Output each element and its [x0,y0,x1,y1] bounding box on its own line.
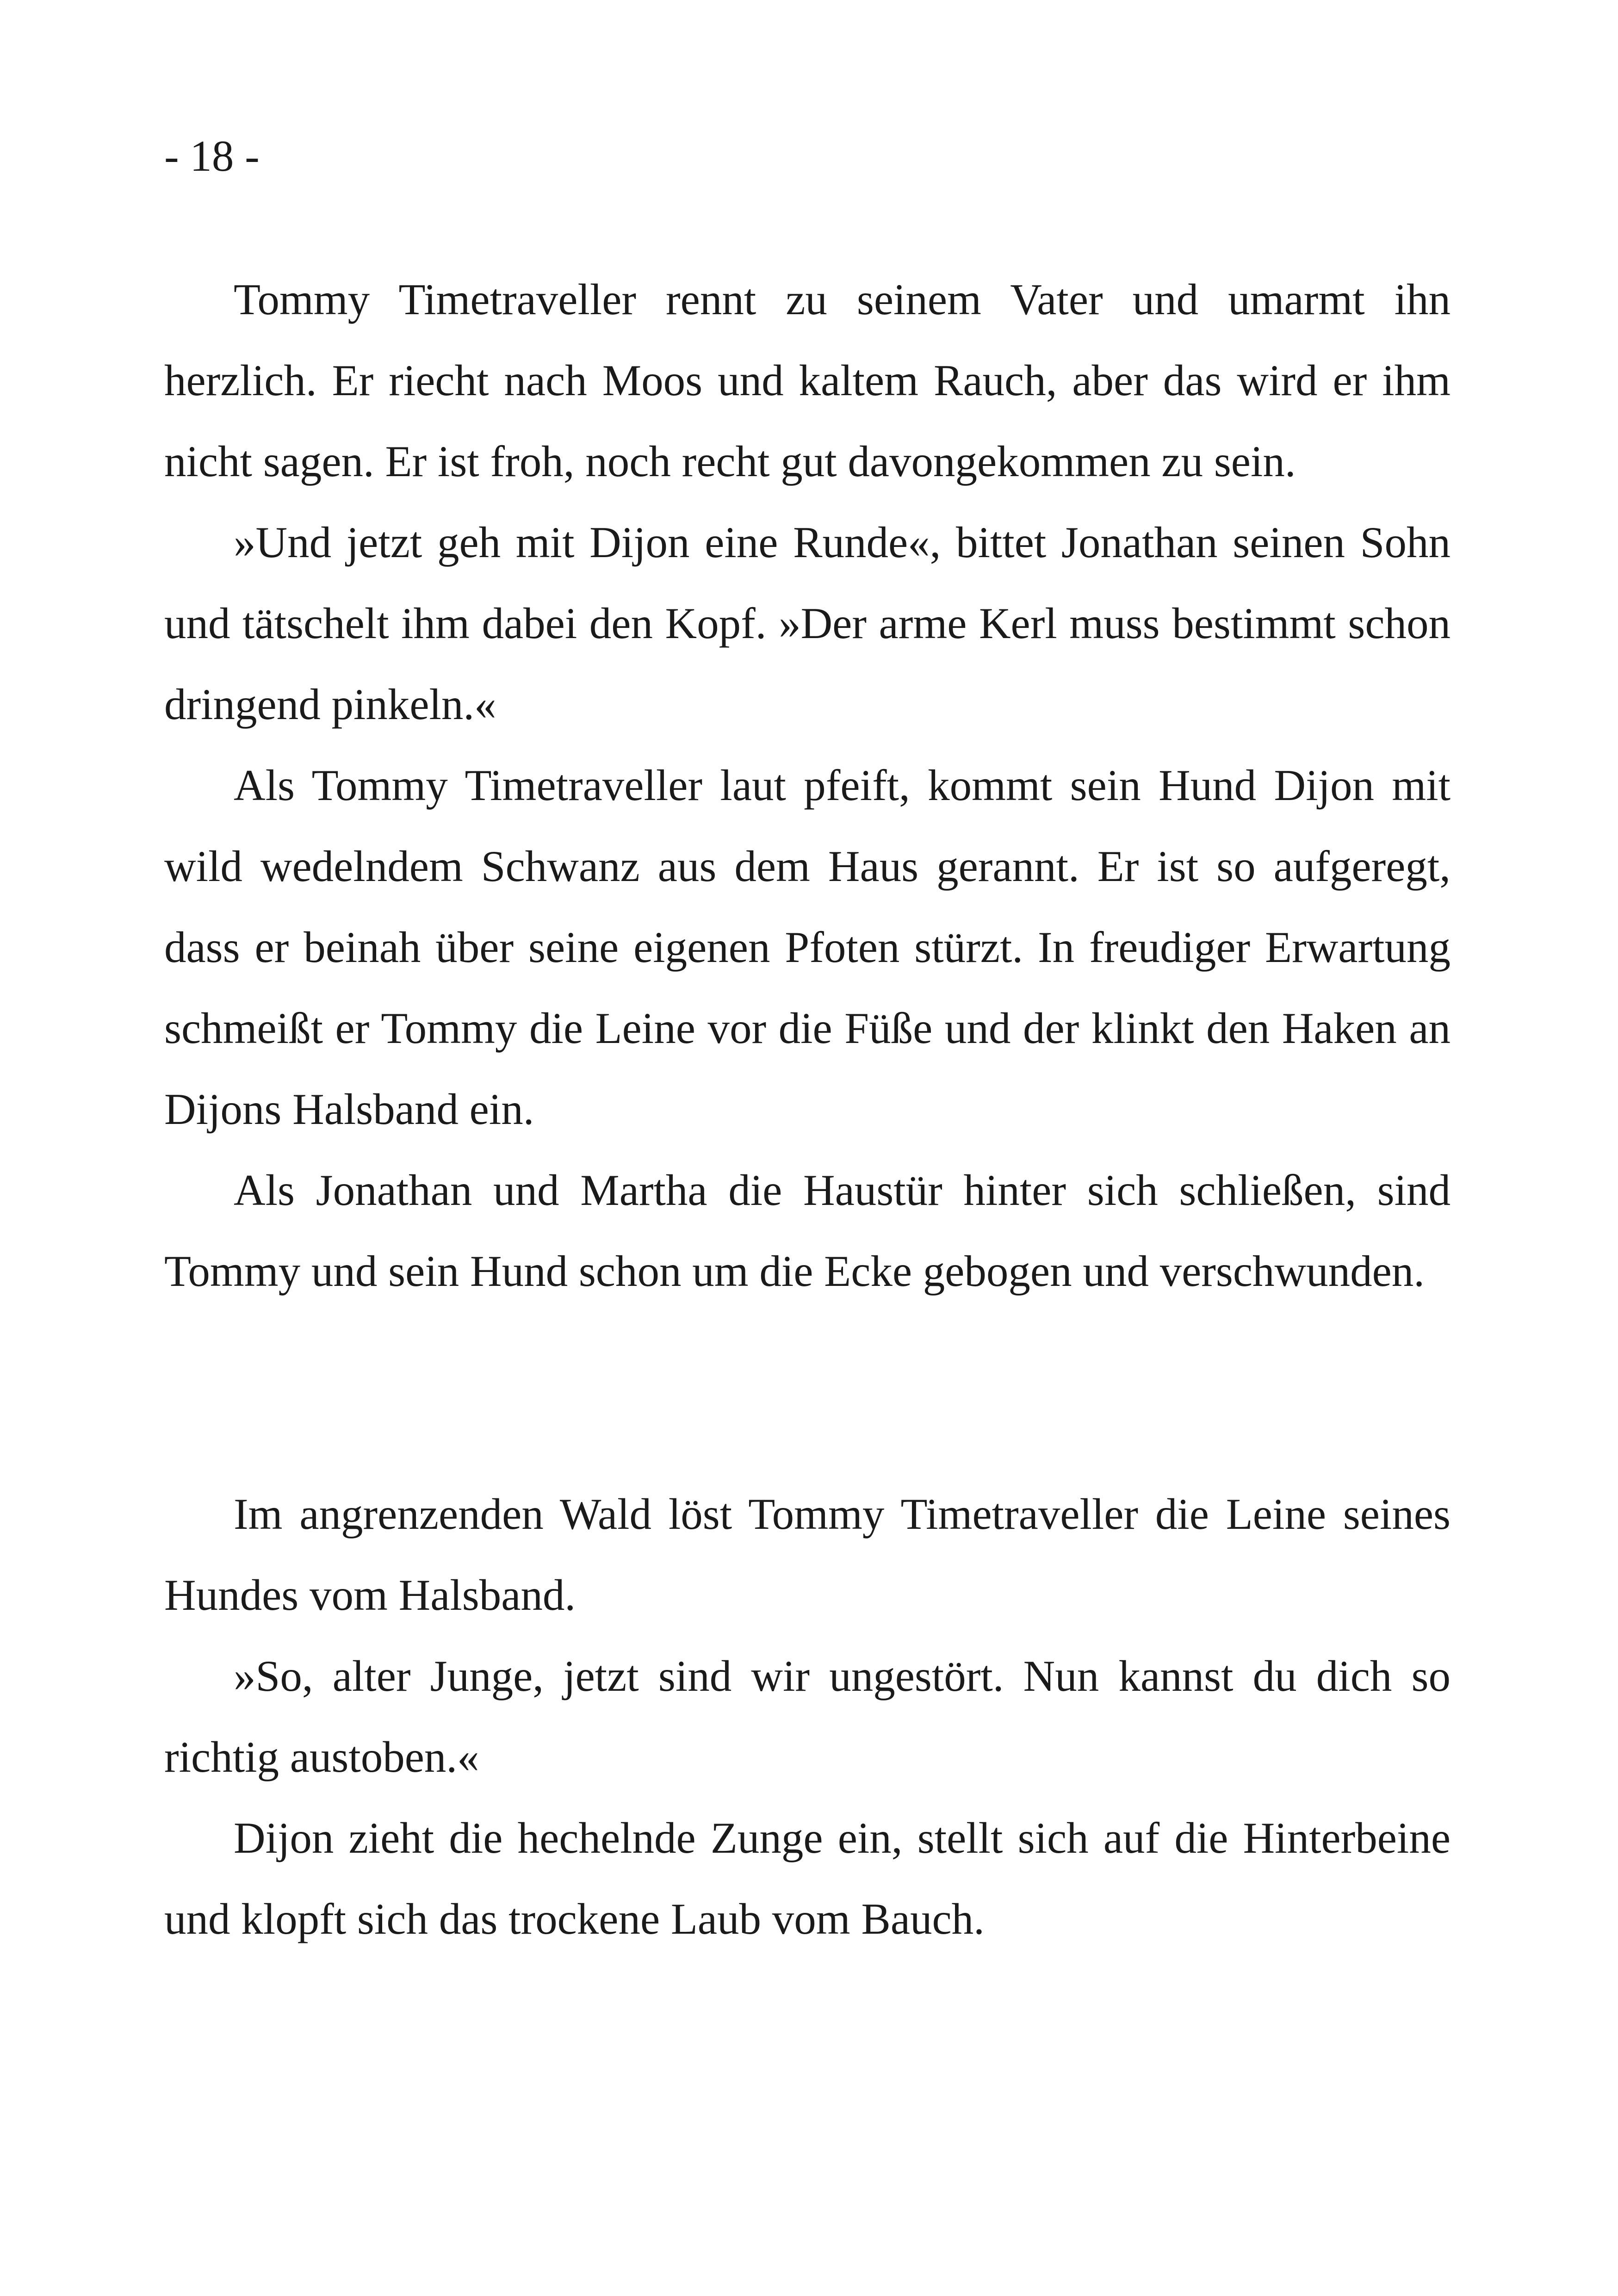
paragraph: Im angrenzenden Wald löst Tommy Timetraveller die Leine seines Hundes vom Halsband. [164,1489,1451,1620]
paragraph: Tommy Timetraveller rennt zu seinem Vater und umarmt ihn herzlich. Er riecht nach Moos und kaltem Rauch, aber das wird er ihm nicht sagen. Er ist froh, noch recht gut davongekommen zu sein. [164,275,1451,486]
paragraph: Als Tommy Timetraveller laut pfeift, kommt sein Hund Dijon mit wild wedelndem Schwanz aus dem Haus gerannt. Er ist so aufgeregt, dass er beinah über seine eigenen Pfoten stürzt. In freudiger Erwartung schmeißt er Tommy die Leine vor die Füße und der klinkt den Haken an Dijons Halsband ein. [164,761,1451,1134]
page-number: - 18 - [164,131,260,180]
paragraph: Dijon zieht die hechelnde Zunge ein, stellt sich auf die Hinterbeine und klopft sich das trockene Laub vom Bauch. [164,1813,1451,1943]
section-break [164,1393,1451,1474]
paragraph: »Und jetzt geh mit Dijon eine Runde«, bittet Jonathan seinen Sohn und tätschelt ihm dabei den Kopf. »Der arme Kerl muss bestimmt schon dringend pinkeln.« [164,518,1451,729]
paragraph: Als Jonathan und Martha die Haustür hinter sich schließen, sind Tommy und sein Hund schon um die Ecke gebogen und verschwunden. [164,1166,1451,1296]
section-break [164,1312,1451,1393]
body-text [164,259,1451,1960]
paragraph: »So, alter Junge, jetzt sind wir ungestört. Nun kannst du dich so richtig austoben.« [164,1651,1451,1781]
